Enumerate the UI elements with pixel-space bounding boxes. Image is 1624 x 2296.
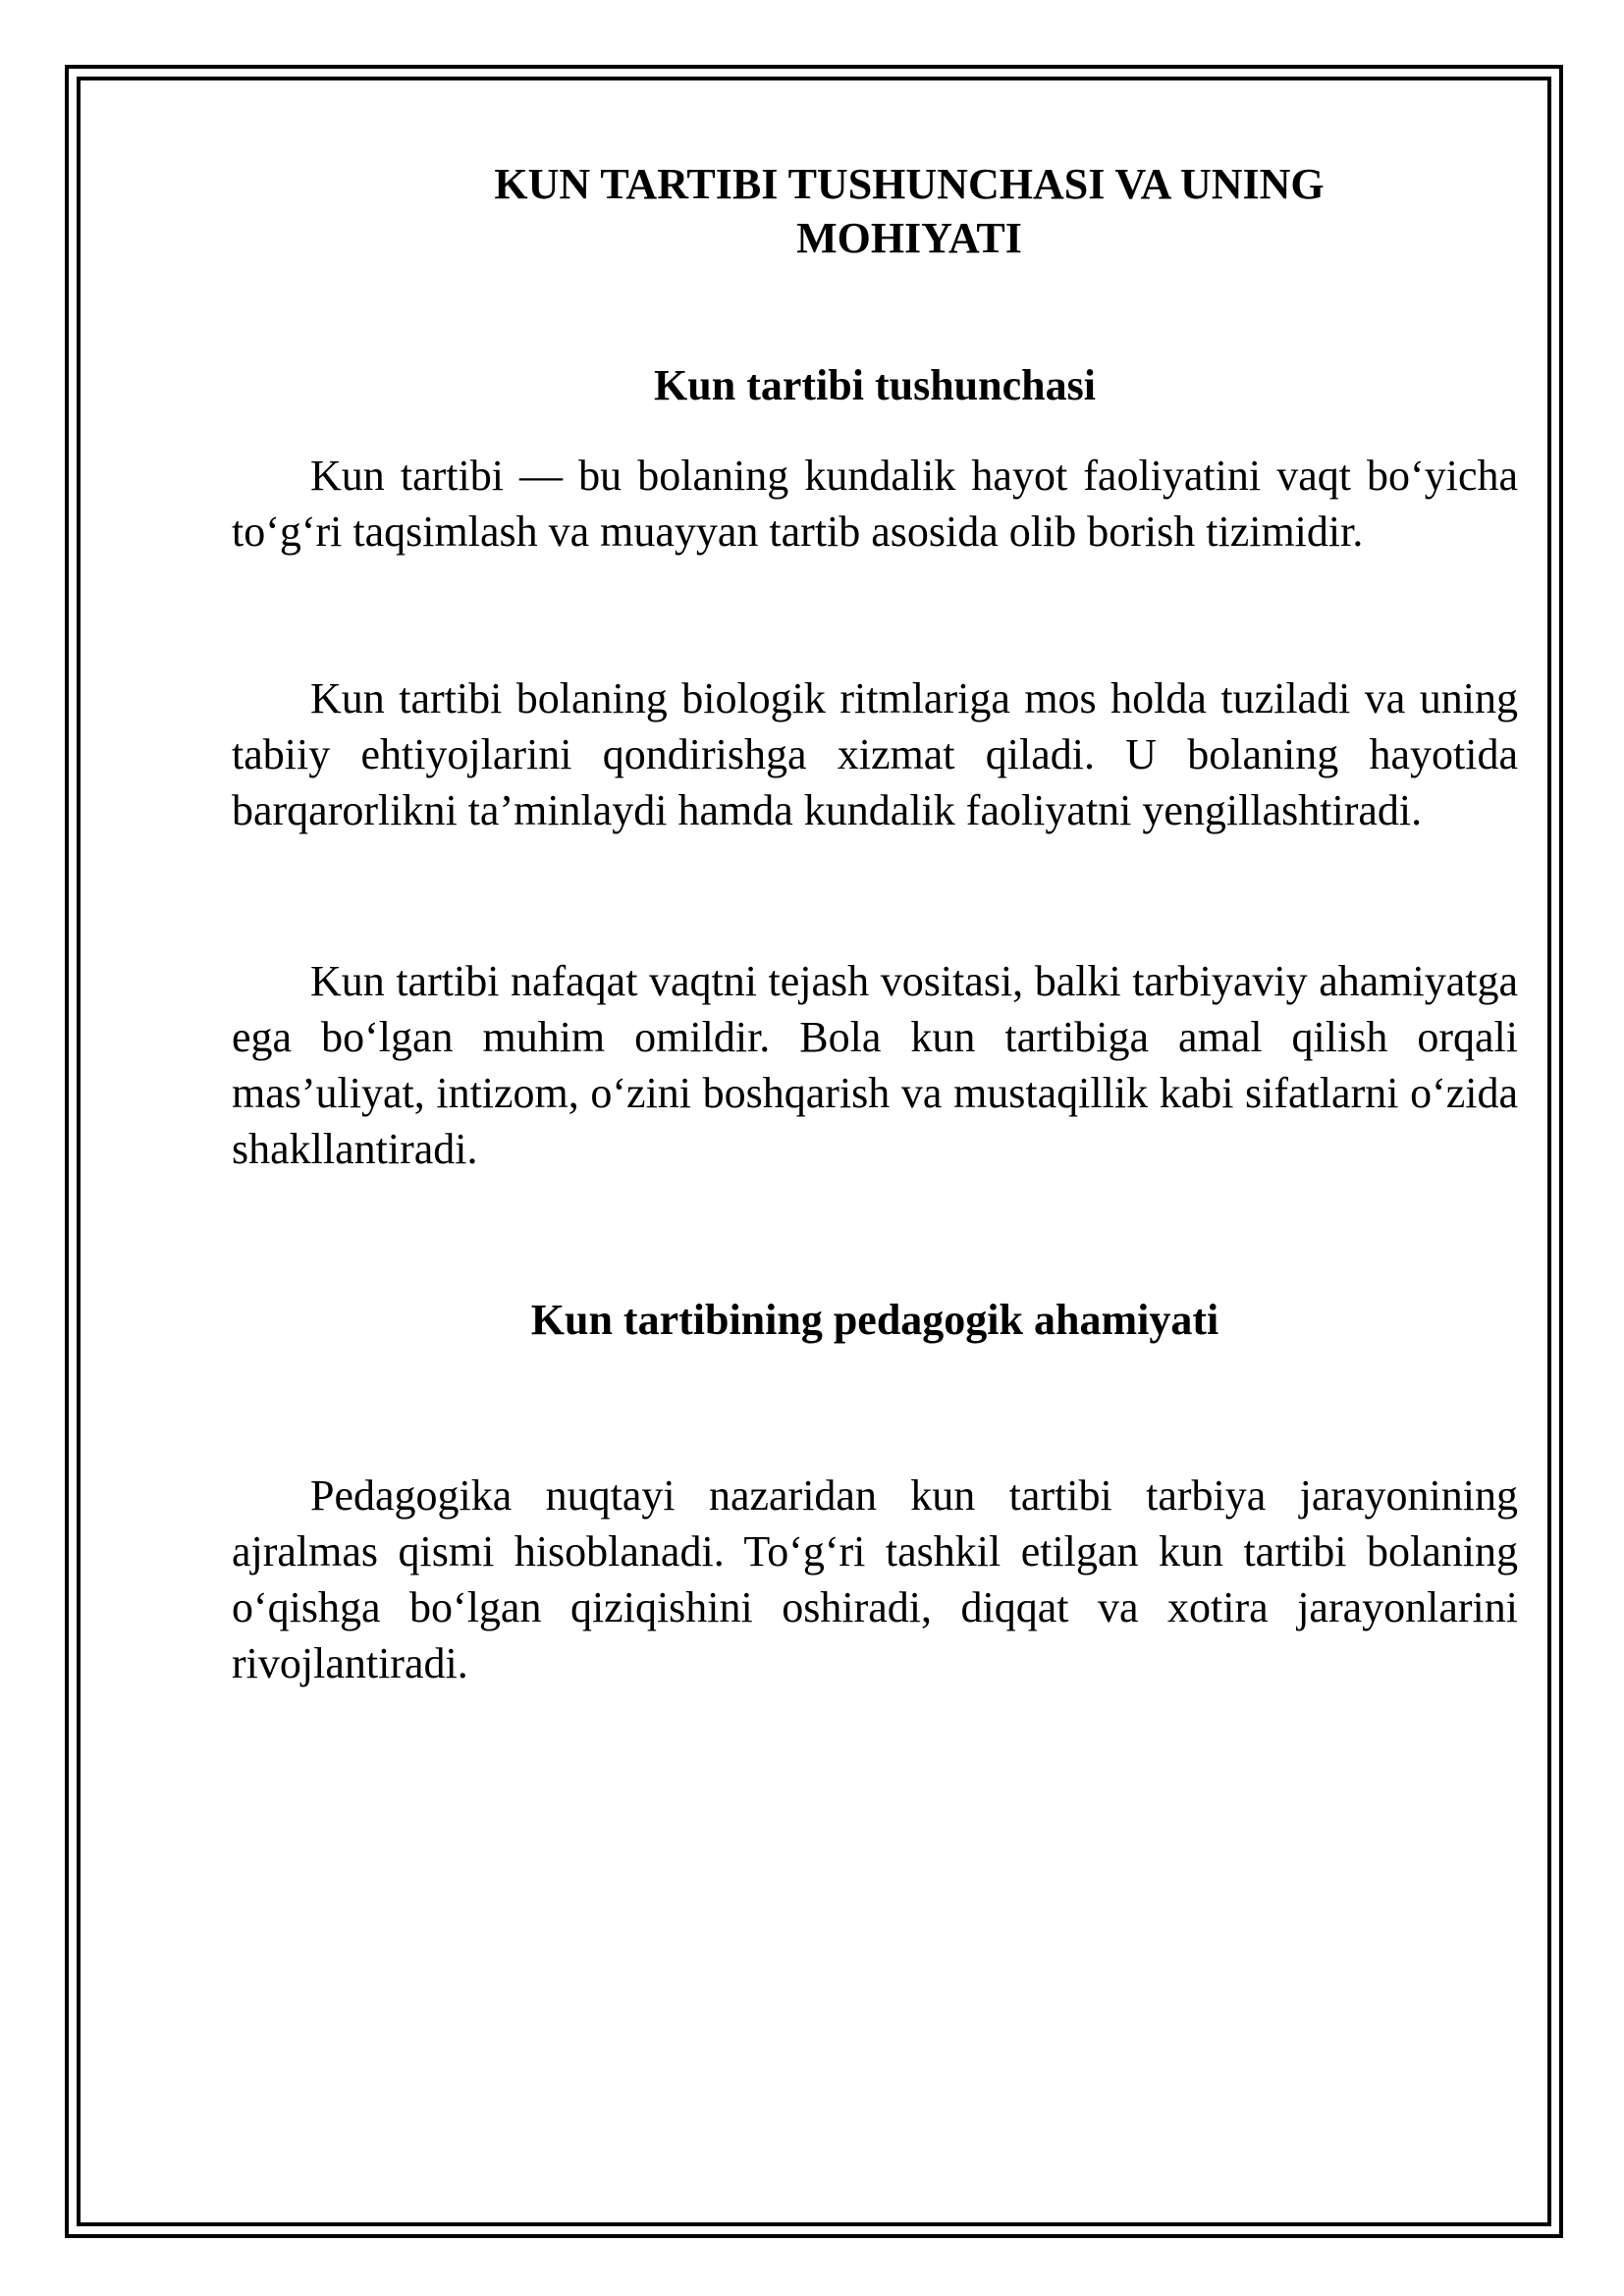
document-body <box>232 157 1518 1691</box>
document-title-line-2: MOHIYATI <box>796 214 1022 262</box>
section-heading-pedagogical: Kun tartibining pedagogik ahamiyati <box>530 1296 1219 1344</box>
section-heading-concept: Kun tartibi tushunchasi <box>654 361 1096 409</box>
paragraph: Kun tartibi — bu bolaning kundalik hayot faoliyatini vaqt bo‘yicha to‘g‘ri taqsimlash va muayyan tartib asosida olib borish tizimidir. <box>232 452 1518 556</box>
paragraph: Pedagogika nuqtayi nazaridan kun tartibi tarbiya jarayonining ajralmas qismi hisoblanadi. To‘g‘ri tashkil etilgan kun tartibi bolaning o‘qishga bo‘lgan qiziqishini oshiradi, diqqat va xotira jarayonlarini rivojlantiradi. <box>232 1471 1518 1687</box>
document-title-line-1: KUN TARTIBI TUSHUNCHASI VA UNING <box>494 160 1325 208</box>
paragraph: Kun tartibi bolaning biologik ritmlariga mos holda tuziladi va uning tabiiy ehtiyojlarini qondirishga xizmat qiladi. U bolaning hayotida barqarorlikni ta’minlaydi hamda kundalik faoliyatni yengillashtiradi. <box>232 674 1518 834</box>
paragraph: Kun tartibi nafaqat vaqtni tejash vositasi, balki tarbiyaviy ahamiyatga ega bo‘lgan muhim omildir. Bola kun tartibiga amal qilish orqali mas’uliyat, intizom, o‘zini boshqarish va mustaqillik kabi sifatlarni o‘zida shakllantiradi. <box>232 957 1518 1173</box>
document-title <box>232 157 1518 265</box>
